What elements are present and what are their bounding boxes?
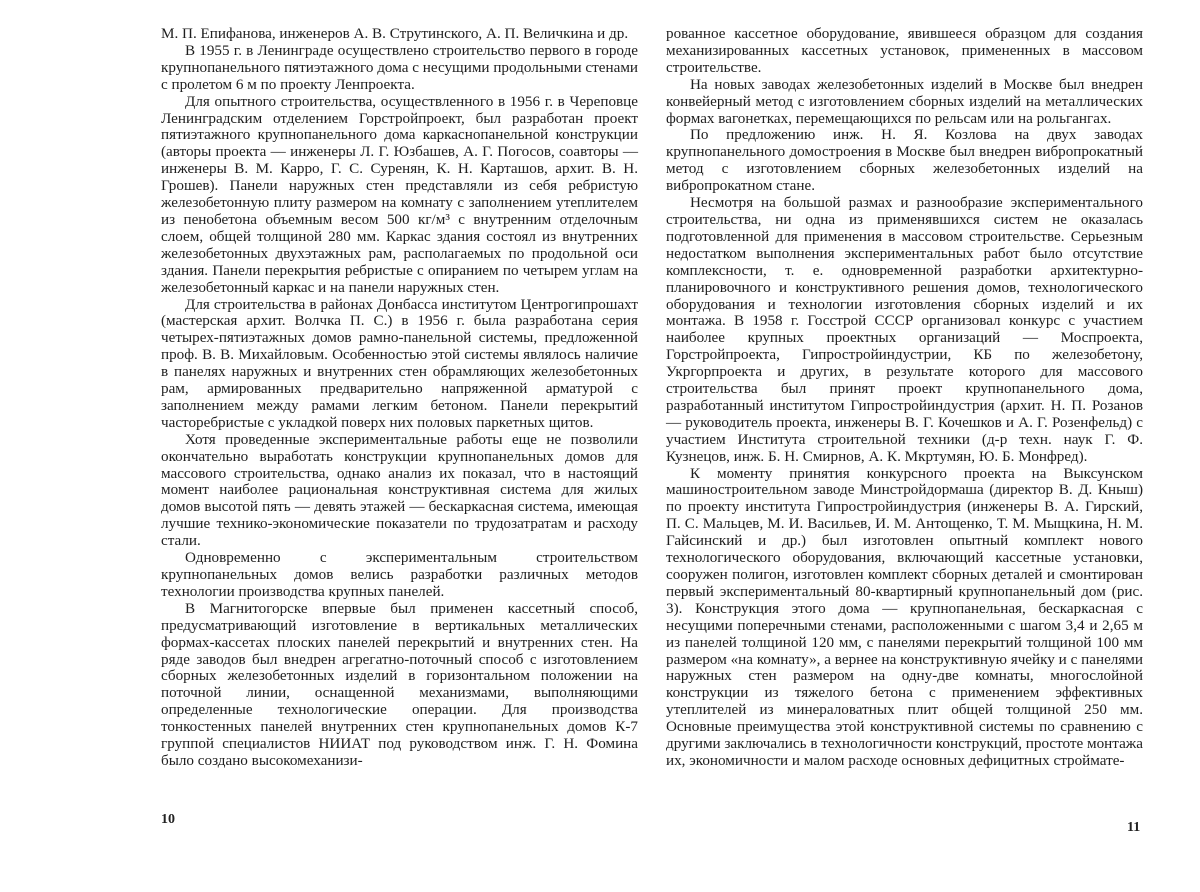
paragraph: М. П. Епифанова, инженеров А. В. Струтинского, А. П. Величкина и др. [161,25,629,42]
paragraph: В 1955 г. в Ленинграде осуществлено строительство первого в городе крупнопанельного пятиэтажного дома с несущими продольными стенами с пролетом 6 м по проекту Ленпроекта. [161,41,638,93]
paragraph: К моменту принятия конкурсного проекта на Выксунском машиностроительном заводе Минстройдормаша (директор В. Д. Кныш) по проекту института Гипростройиндустрия (инженеры В. А. Гирский, П. С. Мальцев, М. И. Васильев, И. М. Антощенко, Т. М. Мыщкина, Н. М. Гайсинский и др.) был изготовлен опытный комплект нового технологического оборудования, включающий кассетные установки, сооружен полигон, изготовлен комплект сборных деталей и смонтирован первый экспериментальный 80-квартирный крупнопанельный дом (рис. 3). Конструкция этого дома — крупнопанельная, бескаркасная с несущими поперечными стенами, расположенными с шагом 3,4 и 2,65 м из панелей толщиной 120 мм, с панелями перекрытий толщиной 100 мм размером «на комнату», а вернее на конструктивную ячейку и с панелями наружных стен размером на одну-две комнаты, многослойной конструкции из тяжелого бетона с применением эффективных утеплителей из минераловатных плит общей толщиной 250 мм. Основные преимущества этой конструктивной системы по сравнению с другими заключались в технологичности конструкций, простоте монтажа их, экономичности и малом расходе основных дефицитных стройматe- [666,464,1143,769]
paragraph: На новых заводах железобетонных изделий в Москве был внедрен конвейерный метод с изготовлением сборных изделий на металлических формах вагонетках, перемещающихся по рельсам или на рольгангах. [666,75,1143,127]
paragraph: По предложению инж. Н. Я. Козлова на двух заводах крупнопанельного домостроения в Москве был внедрен вибропрокатный метод с изготовлением сборных железобетонных изделий на вибропрокатном стане. [666,126,1143,195]
right-text-column [666,26,1143,770]
left-text-column [161,26,638,770]
page-number: 10 [161,812,175,827]
paragraph: Для опытного строительства, осуществленного в 1956 г. в Череповце Ленинградским отделением Горстройпроект, был разработан проект пятиэтажного крупнопанельного дома каркаснопанельной конструкции (авторы проекта — инженеры Л. Г. Юзбашев, А. Г. Погосов, соавторы — инженеры В. М. Карро, Г. С. Суренян, К. Н. Карташов, архит. В. Н. Грошев). Панели наружных стен представляли из себя ребристую железобетонную плиту размером на комнату с заполнением утеплителем из пенобетона объемным весом 500 кг/м³ с внутренним отделочным слоем, общей толщиной 280 мм. Каркас здания состоял из внутренних железобетонных двухэтажных рам, располагаемых по продольной оси здания. Панели перекрытия ребристые с опиранием по четырем углам на железобетонный каркас и на панели наружных стен. [161,92,638,296]
right-page [600,0,1200,892]
paragraph: В Магнитогорске впервые был применен кассетный способ, предусматривающий изготовление в вертикальных металлических формах-кассетах плоских панелей перекрытий и внутренних стен. На ряде заводов был внедрен агрегатно-поточный способ с изготовлением сборных железобетонных изделий в горизонтальном положении на поточной линии, оснащенной механизмами, выполняющими определенные технологические операции. Для производства тонкостенных панелей внутренних стен крупнопанельных домов К-7 группой специалистов НИИАТ под руководством инж. Г. Н. Фомина было создано высокомеханизи- [161,599,638,769]
paragraph: рованное кассетное оборудование, явившееся образцом для создания механизированных кассетных установок, примененных в массовом строительстве. [666,25,1143,76]
paragraph: Для строительства в районах Донбасса институтом Центрогипрошахт (мастерская архит. Волчка П. С.) в 1956 г. была разработана серия четырех-пятиэтажных домов рамно-панельной системы, предложенной проф. В. В. Михайловым. Особенностью этой системы являлось наличие в панелях наружных и внутренних стен обрамляющих железобетонных рам, армированных предварительно напряженной арматурой с заполнением между рамами легким бетоном. Панели перекрытий часторебристые с укладкой поверх них половых паркетных щитов. [161,295,638,431]
paragraph: Несмотря на большой размах и разнообразие экспериментального строительства, ни одна из применявшихся систем не оказалась подготовленной для применения в массовом строительстве. Серьезным недостатком выполнения экспериментальных работ было отсутствие комплексности, т. е. одновременной разработки архитектурно-планировочного и конструктивного решения домов, технологического оборудования и технологии изготовления сборных изделий и их монтажа. В 1958 г. Госстрой СССР организовал конкурс с участием наиболее крупных проектных организаций — Моспроекта, Горстройпроекта, Гипростройиндустрии, КБ по железобетону, Укргорпроекта и других, в результате которого для массового строительства был принят проект крупнопанельного дома, разработанный институтом Гипростройиндустрия (архит. Н. П. Розанов — руководитель проекта, инженеры В. Г. Кочешков и А. Г. Розенфельд) с участием Института строительной техники (д-р техн. наук Г. Ф. Кузнецов, инж. Б. Н. Смирнов, А. К. Мкртумян, Ю. Б. Монфред). [666,194,1143,465]
paragraph: Хотя проведенные экспериментальные работы еще не позволили окончательно выработать конструкции крупнопанельных домов для массового строительства, однако анализ их показал, что в настоящий момент наиболее рациональная конструктивная система для жилых домов высотой пять — девять этажей — бескаркасная система, имеющая лучшие технико-экономические показатели по трудозатратам и расходу стали. [161,430,638,550]
paragraph: Одновременно с экспериментальным строительством крупнопанельных домов велись разработки различных методов технологии производства крупных панелей. [161,549,638,600]
page-number: 11 [1127,820,1141,835]
